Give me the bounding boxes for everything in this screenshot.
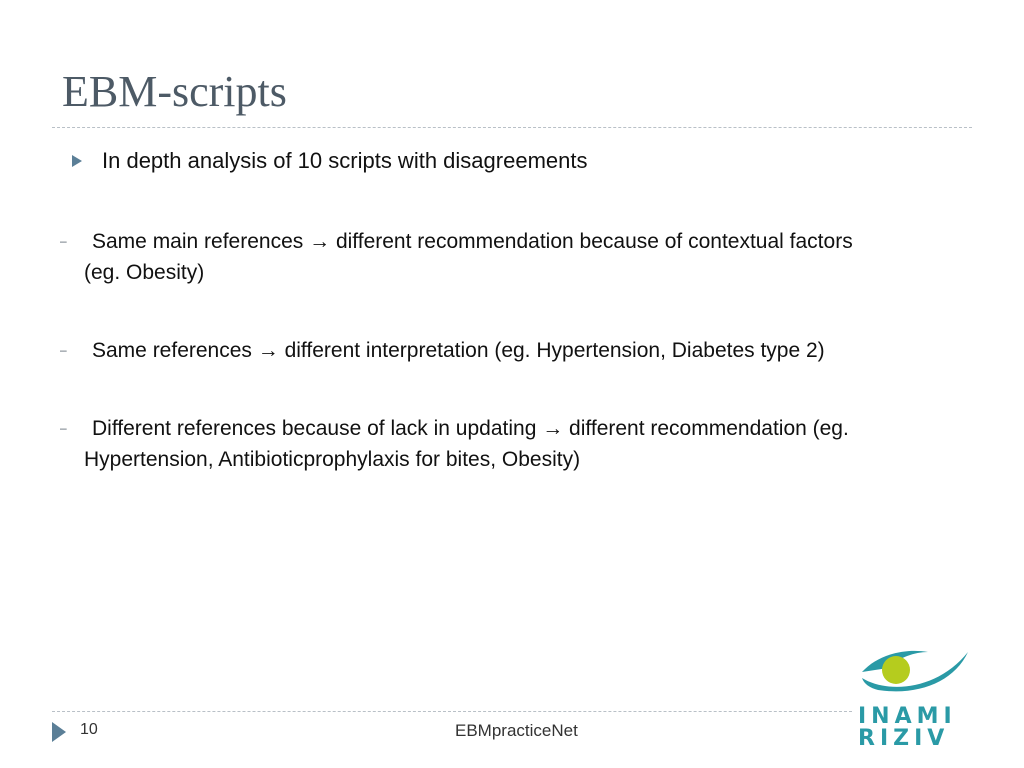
dash-icon: –	[60, 421, 67, 435]
sub-item-text: Same references → different interpretation (eg. Hypertension, Diabetes type 2)	[92, 339, 825, 362]
dash-icon: –	[60, 343, 67, 357]
main-bullet-text: In depth analysis of 10 scripts with disagreements	[102, 148, 588, 173]
title-divider	[52, 127, 972, 128]
sub-item-text: Same main references → different recommendation because of contextual factors (eg. Obesity)	[84, 230, 853, 284]
sub-item-2	[60, 335, 960, 366]
arrow-right-icon: →	[542, 417, 564, 440]
sub-item-3	[60, 413, 960, 475]
arrow-right-icon: →	[257, 339, 279, 362]
arrow-right-icon: →	[309, 230, 331, 253]
footer-text: EBMpracticeNet	[455, 721, 578, 740]
sub-item-text: Different references because of lack in updating → different recommendation (eg. Hypertension, Antibioticprophylaxis for bites, Obesity)	[84, 417, 849, 471]
inami-riziv-logo	[858, 646, 970, 750]
page-number: 10	[80, 721, 98, 738]
dash-icon: –	[60, 234, 67, 248]
footer-triangle-icon	[52, 722, 66, 742]
logo-text-inami: INAMI	[858, 704, 957, 729]
main-bullet	[72, 146, 587, 176]
triangle-bullet-icon	[72, 155, 82, 167]
footer-divider	[52, 711, 852, 712]
sub-item-1	[60, 226, 960, 288]
slide-title: EBM-scripts	[62, 67, 287, 116]
logo-text-riziv: RIZIV	[858, 726, 950, 751]
logo-emblem-icon	[858, 646, 970, 698]
